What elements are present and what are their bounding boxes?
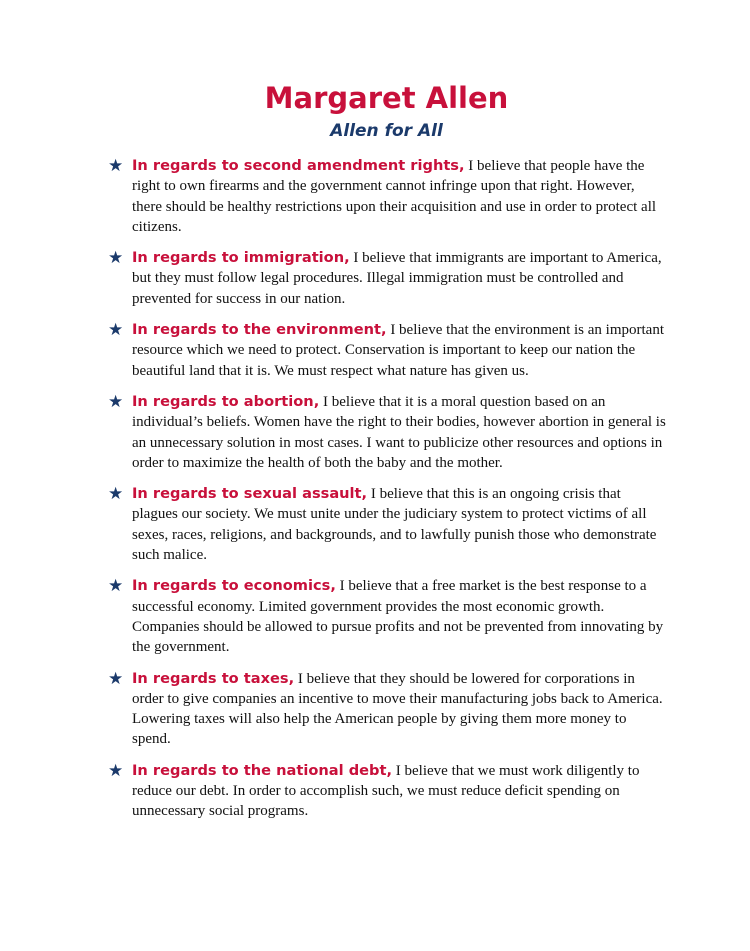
position-heading: In regards to the national debt, [132,761,393,779]
star-icon: ★ [108,320,124,341]
star-icon: ★ [108,484,124,505]
position-heading: In regards to economics, [132,577,336,595]
position-item-environment [108,320,668,381]
page-title: Margaret Allen [264,81,509,115]
position-text: I believe that immigrants are important to America, but they must follow legal procedures. Illegal immigration must be controlled and prevented for success in our nation. [132,250,662,307]
position-text: I believe that we must work diligently to reduce our debt. In order to accomplish such, we must reduce deficit spending on unnecessary social programs. [132,762,640,820]
position-text: I believe that they should be lowered for corporations in order to give companies an incentive to move their manufacturing jobs back to America. Lowering taxes will also help the American people by giving them more money to spend. [132,670,663,748]
position-item-abortion [108,392,668,473]
star-icon: ★ [108,391,124,412]
position-heading: In regards to second amendment rights, [132,157,465,174]
position-item-national-debt [108,761,668,822]
star-icon: ★ [108,760,124,781]
position-text: I believe that this is an ongoing crisis that plagues our society. We must unite under the judiciary system to protect victims of all sexes, races, religions, and backgrounds, and to lawfully punish those who demonstrate such malice. [132,486,657,564]
position-item-second-amendment [108,156,668,237]
positions-list [108,156,668,833]
position-heading: In regards to the environment, [132,321,387,339]
position-item-sexual-assault [108,484,668,565]
position-text: I believe that the environment is an important resource which we need to protect. Conservation is important to keep our nation the beautiful land that it is. We must respect what nature has given us. [132,322,664,379]
position-text: I believe that a free market is the best response to a successful economy. Limited government provides the most economic growth. Companies should be allowed to pursue profits and not be prevented from innovating by the government. [132,578,664,656]
position-heading: In regards to immigration, [132,249,350,267]
position-heading: In regards to taxes, [132,669,295,687]
position-item-taxes [108,669,668,750]
position-heading: In regards to sexual assault, [132,485,368,503]
position-item-economics [108,576,668,657]
star-icon: ★ [108,668,124,689]
star-icon: ★ [108,576,124,597]
position-text: I believe that it is a moral question based on an individual’s beliefs. Women have the right to their bodies, however abortion in general is an unnecessary solution in most cases. I want to publicize other resources and options in order to maximize the health of both the baby and the mother. [132,393,666,471]
campaign-slogan: Allen for All [330,121,443,141]
position-heading: In regards to abortion, [132,392,320,410]
position-item-immigration [108,248,668,309]
position-text: I believe that people have the right to own firearms and the government cannot infringe upon that right. However, there should be healthy restrictions upon their acquisition and use in order to protect all citizens. [132,158,657,235]
star-icon: ★ [108,156,124,176]
star-icon: ★ [108,248,124,269]
